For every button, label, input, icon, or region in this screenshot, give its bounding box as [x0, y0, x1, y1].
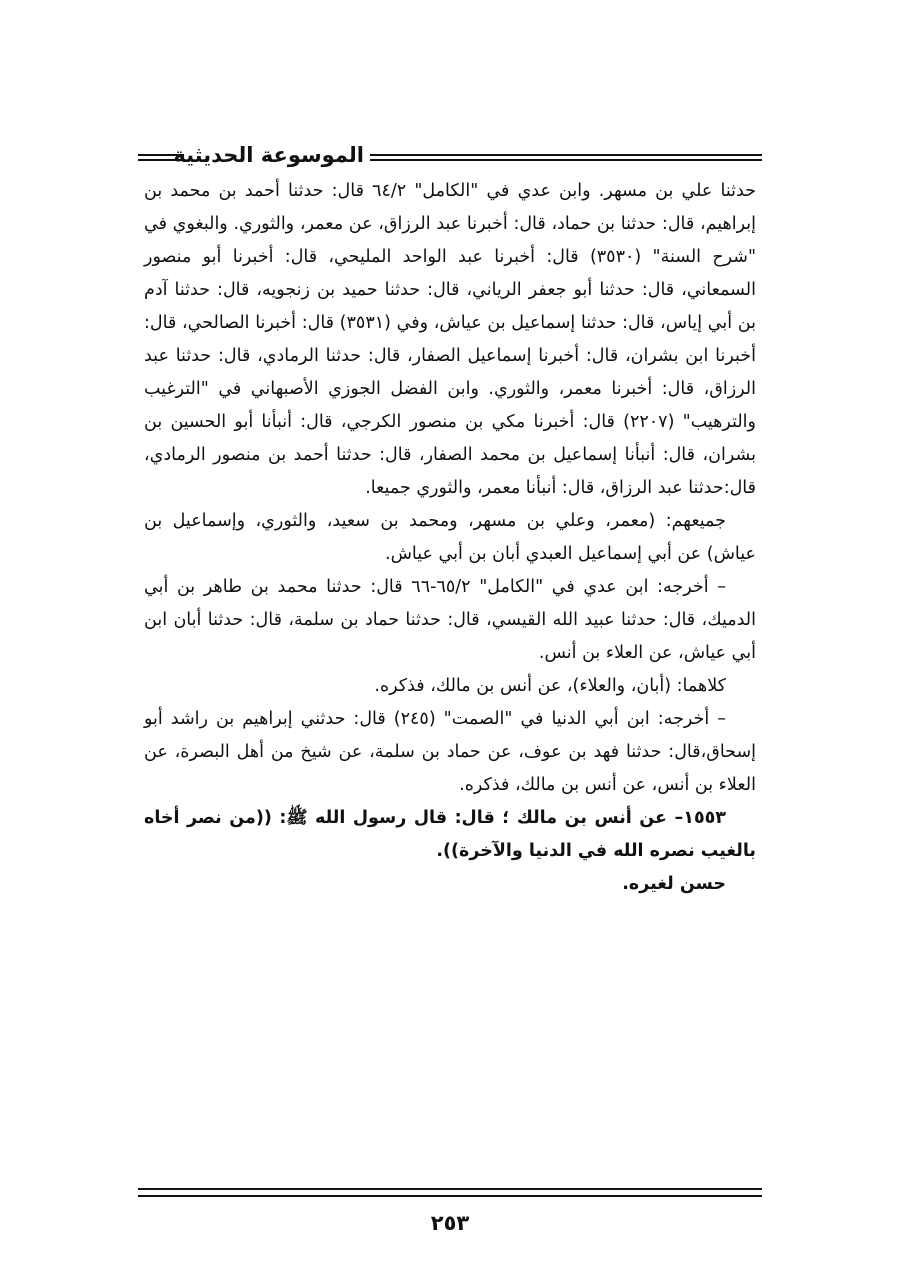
body-text — [144, 175, 756, 901]
paragraph-ibn-abi-dunya: – أخرجه: ابن أبي الدنيا في "الصمت" (٢٤٥) قال: حدثني إبراهيم بن راشد أبو إسحاق،قال: حدثنا فهد بن عوف، عن حماد بن سلمة، عن شيخ من أهل البصرة، عن العلاء بن أنس، عن أنس بن مالك، فذكره. — [144, 709, 756, 795]
paragraph-isnad-continuation: حدثنا علي بن مسهر. وابن عدي في "الكامل" ٦٤/٢ قال: حدثنا أحمد بن محمد بن إبراهيم، قال: حدثنا بن حماد، قال: أخبرنا عبد الرزاق، عن معمر، والثوري. والبغوي في "شرح السنة" (٣٥٣٠) قال: أخبرنا عبد الواحد المليحي، قال: أخبرنا أبو منصور السمعاني، قال: حدثنا أبو جعفر الرياني، قال: حدثنا حميد بن زنجويه، قال: حدثنا آدم بن أبي إياس، قال: حدثنا إسماعيل بن عياش، وفي (٣٥٣١) قال: أخبرنا الصالحي، قال: أخبرنا ابن بشران، قال: أخبرنا إسماعيل الصفار، قال: حدثنا الرمادي، قال: حدثنا عبد الرزاق، قال: أخبرنا معمر، والثوري. وابن الفضل الجوزي الأصبهاني في "الترغيب والترهيب" (٢٢٠٧) قال: أخبرنا مكي بن منصور الكرجي، قال: أنبأنا أبو الحسين بن بشران، قال: أنبأنا إسماعيل بن محمد الصفار، قال: حدثنا أحمد بن منصور الرمادي، قال:حدثنا عبد الرزاق، قال: أنبأنا معمر، والثوري جميعا. — [144, 181, 756, 498]
header-title: الموسوعة الحديثية — [173, 143, 364, 167]
hadith-1553: ١٥٥٣– عن أنس بن مالك ؛ قال: قال رسول الله ﷺ: ((من نصر أخاه بالغيب نصره الله في الدنيا والآخرة)). — [144, 808, 756, 861]
paragraph-all-of-them: جميعهم: (معمر، وعلي بن مسهر، ومحمد بن سعيد، والثوري، وإسماعيل بن عياش) عن أبي إسماعيل العبدي أبان بن أبي عياش. — [144, 511, 756, 564]
paragraph-both-of-them: كلاهما: (أبان، والعلاء)، عن أنس بن مالك، فذكره. — [374, 676, 726, 696]
running-header — [138, 138, 762, 178]
page-number: ٢٥٣ — [430, 1211, 470, 1235]
header-rule-right — [370, 154, 762, 161]
hadith-grade: حسن لغيره. — [622, 874, 726, 894]
paragraph-ibn-adi: – أخرجه: ابن عدي في "الكامل" ٦٥/٢-٦٦ قال: حدثنا محمد بن طاهر بن أبي الدميك، قال: حدثنا عبيد الله القيسي، قال: حدثنا حماد بن سلمة، قال: حدثنا أبان ابن أبي عياش، عن العلاء بن أنس. — [144, 577, 756, 663]
footer-rule — [138, 1188, 762, 1197]
